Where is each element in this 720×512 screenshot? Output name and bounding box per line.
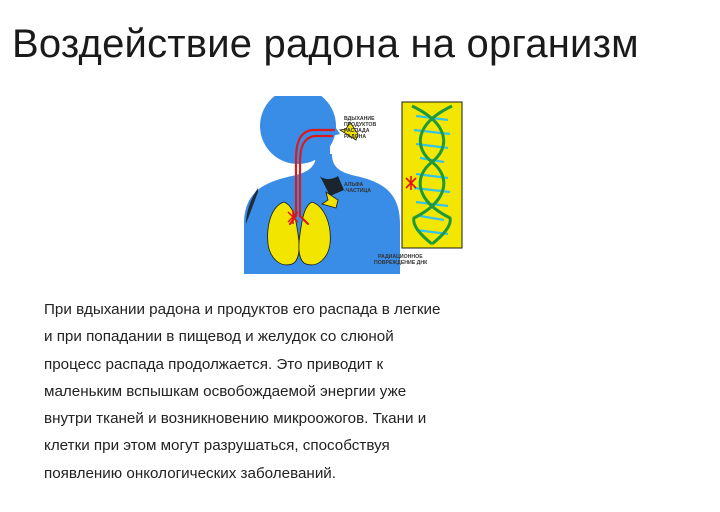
paragraph-line: клетки при этом могут разрушаться, способствуя	[44, 437, 390, 455]
svg-text:ВДЫХАНИЕ: ВДЫХАНИЕ	[344, 116, 375, 122]
radon-diagram	[236, 96, 476, 276]
paragraph-line: маленьким вспышкам освобождаемой энергии уже	[44, 382, 407, 400]
paragraph-line: и при попадании в пищевод и желудок со слюной	[44, 328, 394, 346]
dna-helix	[402, 102, 462, 248]
dna-damage-label	[374, 254, 428, 266]
svg-text:-ЧАСТИЦА: -ЧАСТИЦА	[344, 188, 372, 194]
svg-text:РАДОНА: РАДОНА	[344, 134, 367, 140]
paragraph-line: появлению онкологических заболеваний.	[44, 464, 337, 482]
svg-text:РАДИАЦИОННОЕ: РАДИАЦИОННОЕ	[378, 254, 423, 260]
slide-title: Воздействие радона на организм	[12, 22, 639, 66]
inhalation-label	[344, 116, 376, 140]
body-paragraph	[44, 296, 604, 487]
svg-text:АЛЬФА: АЛЬФА	[344, 182, 364, 188]
paragraph-line: процесс распада продолжается. Это приводит к	[44, 355, 384, 373]
paragraph-line: внутри тканей и возникновению микроожогов. Ткани и	[44, 410, 427, 428]
svg-text:ПРОДУКТОВ: ПРОДУКТОВ	[344, 122, 377, 128]
paragraph-line: При вдыхании радона и продуктов его распада в легкие	[44, 301, 441, 318]
svg-text:РАСПАДА: РАСПАДА	[344, 128, 370, 134]
svg-text:ПОВРЕЖДЕНИЕ ДНК: ПОВРЕЖДЕНИЕ ДНК	[374, 260, 428, 266]
